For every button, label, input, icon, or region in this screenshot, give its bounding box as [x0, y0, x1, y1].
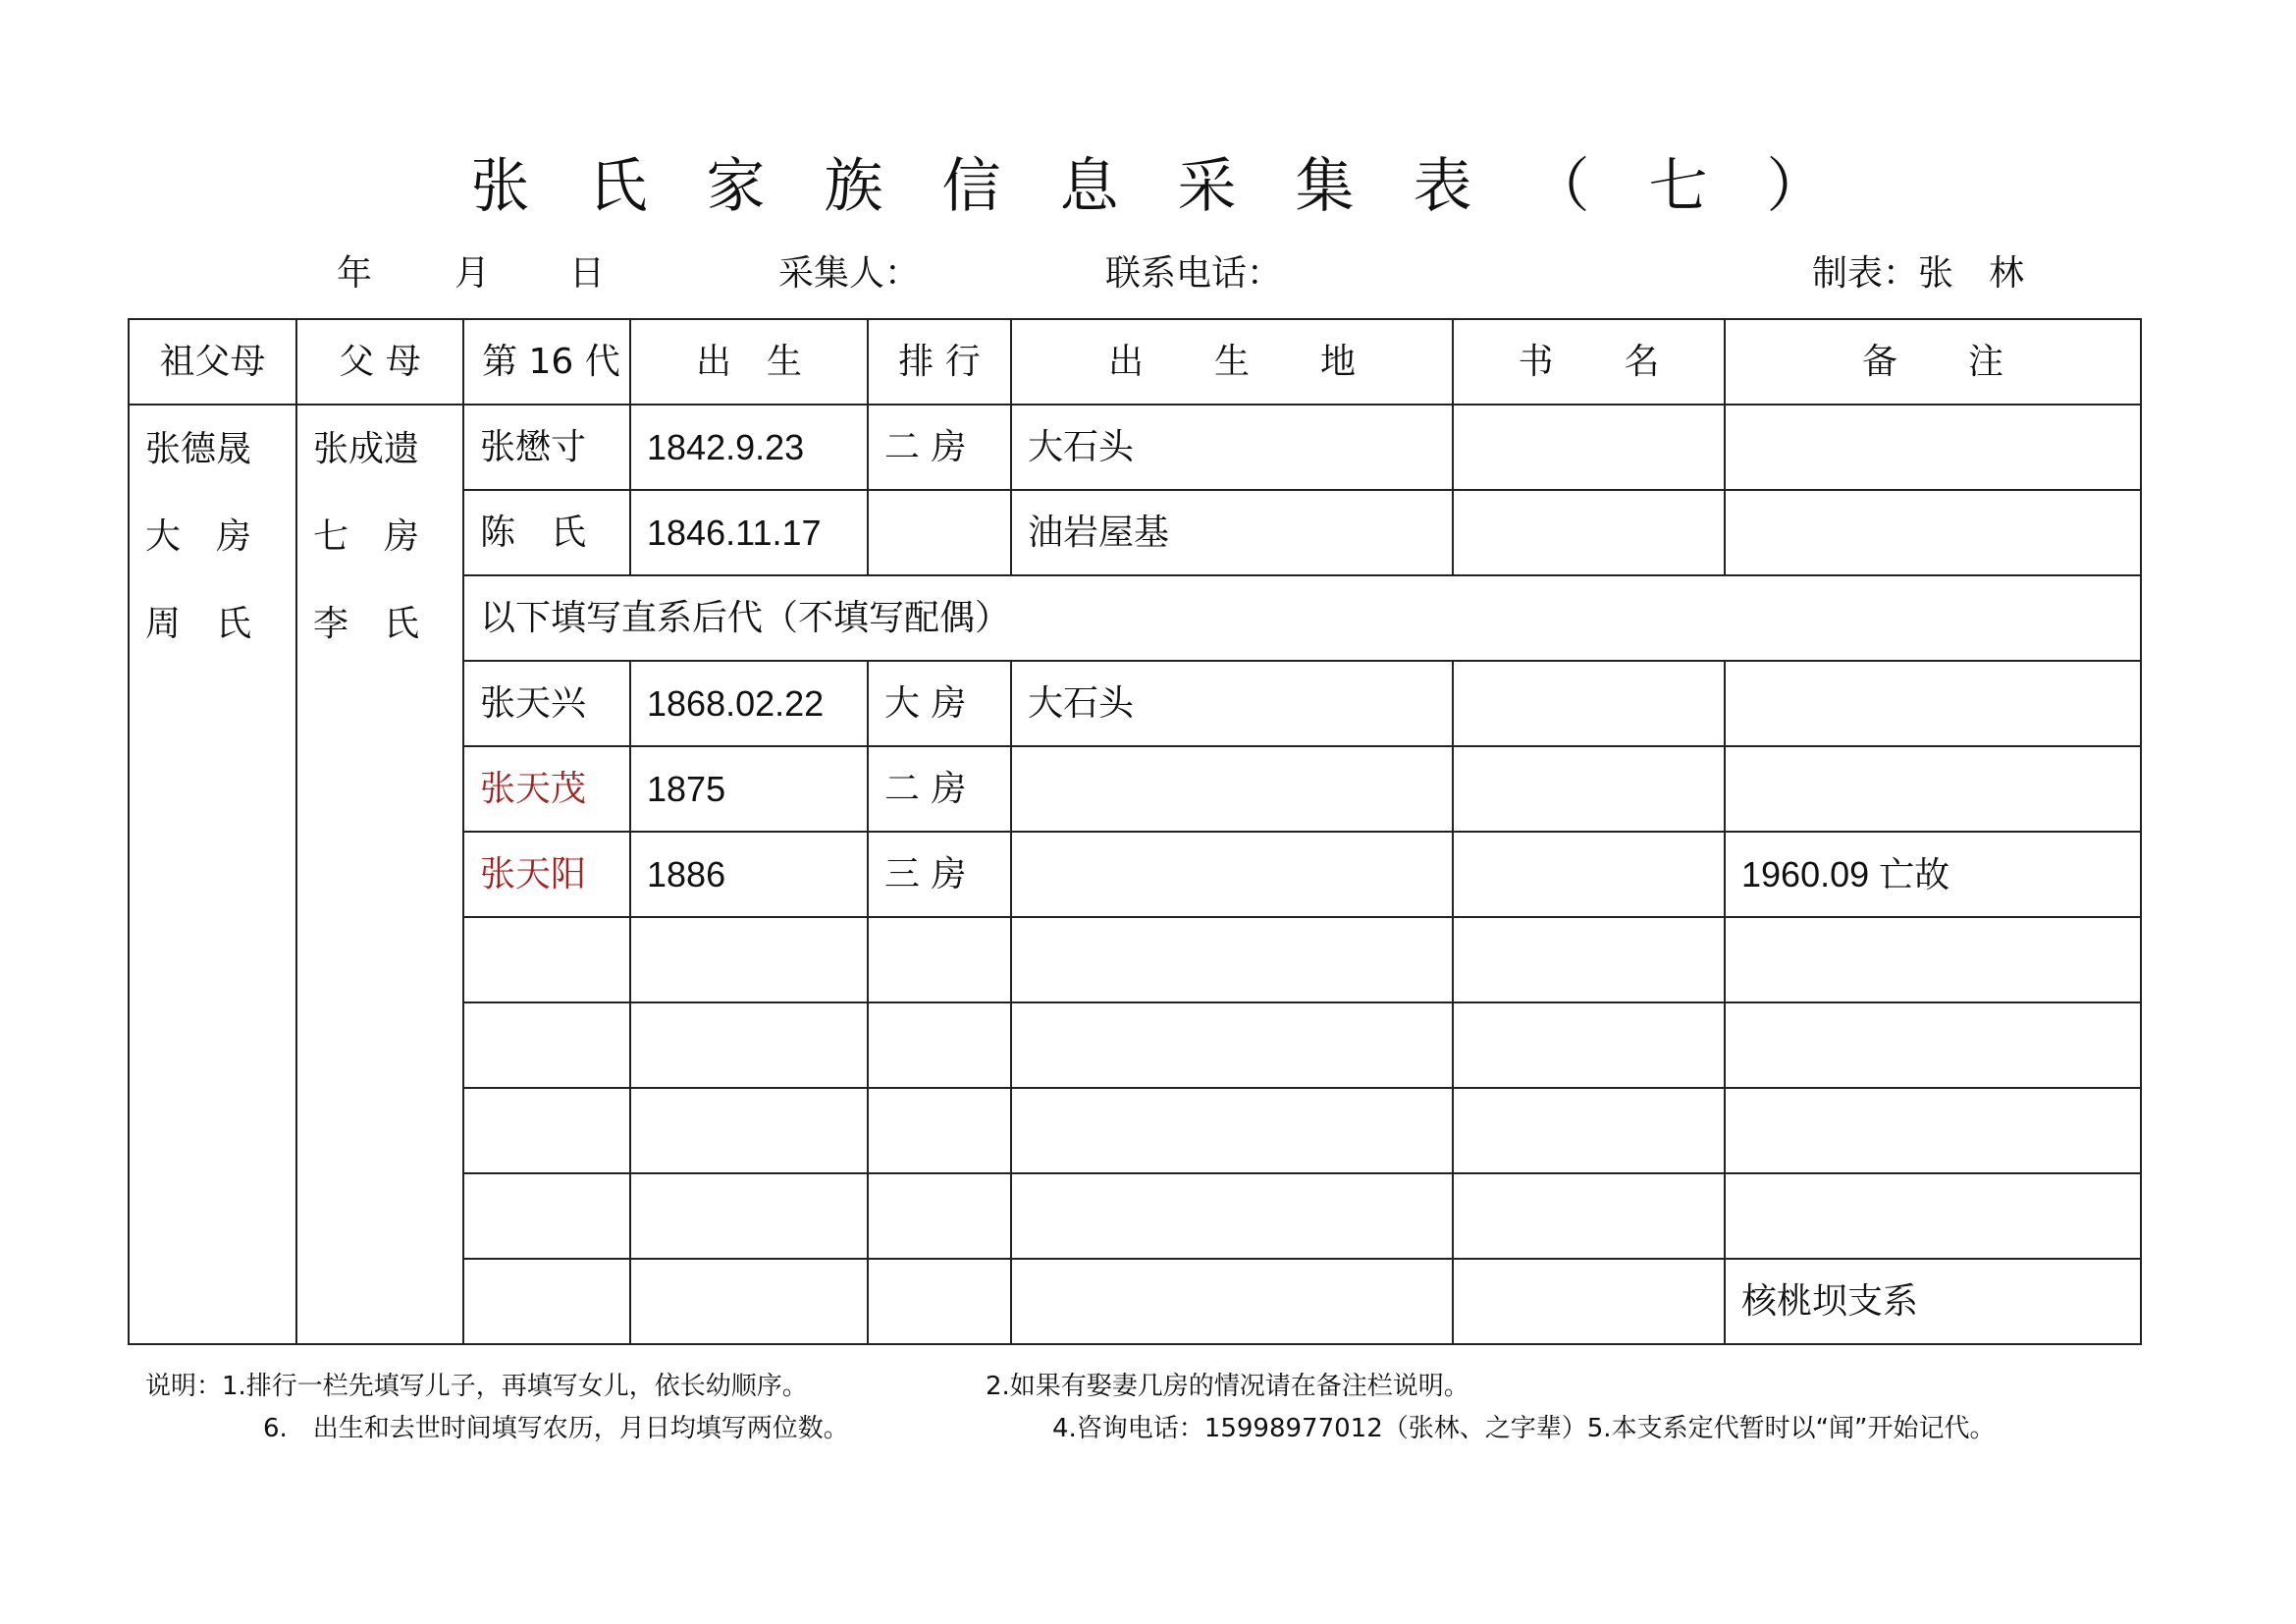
birthplace-cell[interactable]: 大石头	[1011, 661, 1453, 746]
month-label: 月	[454, 253, 491, 294]
birthplace-cell[interactable]: 大石头	[1011, 405, 1453, 490]
parent-rank: 七 房	[313, 516, 420, 557]
book-name-cell[interactable]	[1453, 490, 1725, 575]
rank-cell[interactable]: 三 房	[868, 832, 1011, 917]
book-name-cell[interactable]	[1453, 746, 1725, 832]
header-generation: 第 16 代	[463, 319, 630, 405]
book-name-cell[interactable]	[1453, 661, 1725, 746]
birth-cell[interactable]	[630, 1173, 868, 1259]
header-birthplace: 出 生 地	[1011, 319, 1453, 405]
rank-cell[interactable]	[868, 1002, 1011, 1088]
remark-cell[interactable]	[1725, 917, 2141, 1002]
remark-cell[interactable]: 1960.09 亡故	[1725, 832, 2141, 917]
grandparent-name: 张德晟	[145, 429, 252, 469]
book-name-cell[interactable]	[1453, 405, 1725, 490]
remark-cell[interactable]	[1725, 1173, 2141, 1259]
birth-cell[interactable]: 1875	[630, 746, 868, 832]
remark-cell[interactable]	[1725, 661, 2141, 746]
remark-cell[interactable]	[1725, 746, 2141, 832]
parents-cell	[296, 405, 463, 1344]
rank-cell[interactable]: 二 房	[868, 405, 1011, 490]
name-cell[interactable]	[463, 1259, 630, 1344]
birthplace-cell[interactable]	[1011, 1002, 1453, 1088]
birthplace-cell[interactable]	[1011, 1259, 1453, 1344]
rank-cell[interactable]	[868, 490, 1011, 575]
note-1: 说明：1.排行一栏先填写儿子，再填写女儿，依长幼顺序。	[145, 1372, 808, 1401]
table-row	[129, 405, 2141, 490]
header-grandparents: 祖父母	[129, 319, 296, 405]
name-cell[interactable]: 张懋寸	[463, 405, 630, 490]
remark-cell[interactable]	[1725, 405, 2141, 490]
note-4-5: 4.咨询电话：15998977012（张林、之字辈）5.本支系定代暂时以“闻”开始记代。	[1052, 1414, 1996, 1443]
header-parents: 父 母	[296, 319, 463, 405]
book-name-cell[interactable]	[1453, 917, 1725, 1002]
note-2: 2.如果有娶妻几房的情况请在备注栏说明。	[986, 1372, 1469, 1401]
header-rank: 排 行	[868, 319, 1011, 405]
family-info-table	[128, 318, 2142, 1345]
rank-cell[interactable]	[868, 1173, 1011, 1259]
note-6: 6. 出生和去世时间填写农历，月日均填写两位数。	[263, 1414, 849, 1443]
birthplace-cell[interactable]	[1011, 1088, 1453, 1173]
header-book-name: 书 名	[1453, 319, 1725, 405]
book-name-cell[interactable]	[1453, 1173, 1725, 1259]
rank-cell[interactable]: 二 房	[868, 746, 1011, 832]
header-remark: 备 注	[1725, 319, 2141, 405]
remark-cell[interactable]	[1725, 490, 2141, 575]
parent-name: 张成遗	[313, 429, 420, 469]
birth-cell[interactable]: 1868.02.22	[630, 661, 868, 746]
birthplace-cell[interactable]	[1011, 1173, 1453, 1259]
rank-cell[interactable]	[868, 917, 1011, 1002]
phone-label: 联系电话：	[1105, 253, 1283, 294]
grandparent-rank: 大 房	[145, 516, 252, 557]
year-label: 年	[337, 253, 373, 294]
birthplace-cell[interactable]	[1011, 832, 1453, 917]
name-cell[interactable]	[463, 1173, 630, 1259]
birthplace-cell[interactable]: 油岩屋基	[1011, 490, 1453, 575]
book-name-cell[interactable]	[1453, 1259, 1725, 1344]
birth-cell[interactable]	[630, 1088, 868, 1173]
name-cell[interactable]: 陈 氏	[463, 490, 630, 575]
name-cell[interactable]: 张天阳	[463, 832, 630, 917]
rank-cell[interactable]	[868, 1088, 1011, 1173]
day-label: 日	[569, 253, 606, 294]
name-cell[interactable]	[463, 1002, 630, 1088]
remark-cell[interactable]	[1725, 1002, 2141, 1088]
book-name-cell[interactable]	[1453, 1088, 1725, 1173]
birth-cell[interactable]	[630, 917, 868, 1002]
rank-cell[interactable]	[868, 1259, 1011, 1344]
birthplace-cell[interactable]	[1011, 746, 1453, 832]
birth-cell[interactable]	[630, 1259, 868, 1344]
grandparent-spouse: 周 氏	[145, 604, 252, 644]
birth-cell[interactable]: 1842.9.23	[630, 405, 868, 490]
birth-cell[interactable]: 1886	[630, 832, 868, 917]
descendants-note: 以下填写直系后代（不填写配偶）	[463, 575, 2141, 661]
collector-label: 采集人：	[778, 253, 921, 294]
name-cell[interactable]: 张天兴	[463, 661, 630, 746]
remark-cell[interactable]: 核桃坝支系	[1725, 1259, 2141, 1344]
grandparents-cell	[129, 405, 296, 1344]
name-cell[interactable]	[463, 917, 630, 1002]
birthplace-cell[interactable]	[1011, 917, 1453, 1002]
birth-cell[interactable]	[630, 1002, 868, 1088]
birth-cell[interactable]: 1846.11.17	[630, 490, 868, 575]
name-cell[interactable]: 张天茂	[463, 746, 630, 832]
parent-spouse: 李 氏	[313, 604, 420, 644]
name-cell[interactable]	[463, 1088, 630, 1173]
maker-label: 制表：张 林	[1812, 253, 2025, 294]
book-name-cell[interactable]	[1453, 832, 1725, 917]
page-title: 张氏家族信息采集表（七）	[470, 152, 1885, 221]
remark-cell[interactable]	[1725, 1088, 2141, 1173]
header-row	[129, 319, 2141, 405]
rank-cell[interactable]: 大 房	[868, 661, 1011, 746]
header-birth: 出 生	[630, 319, 868, 405]
book-name-cell[interactable]	[1453, 1002, 1725, 1088]
